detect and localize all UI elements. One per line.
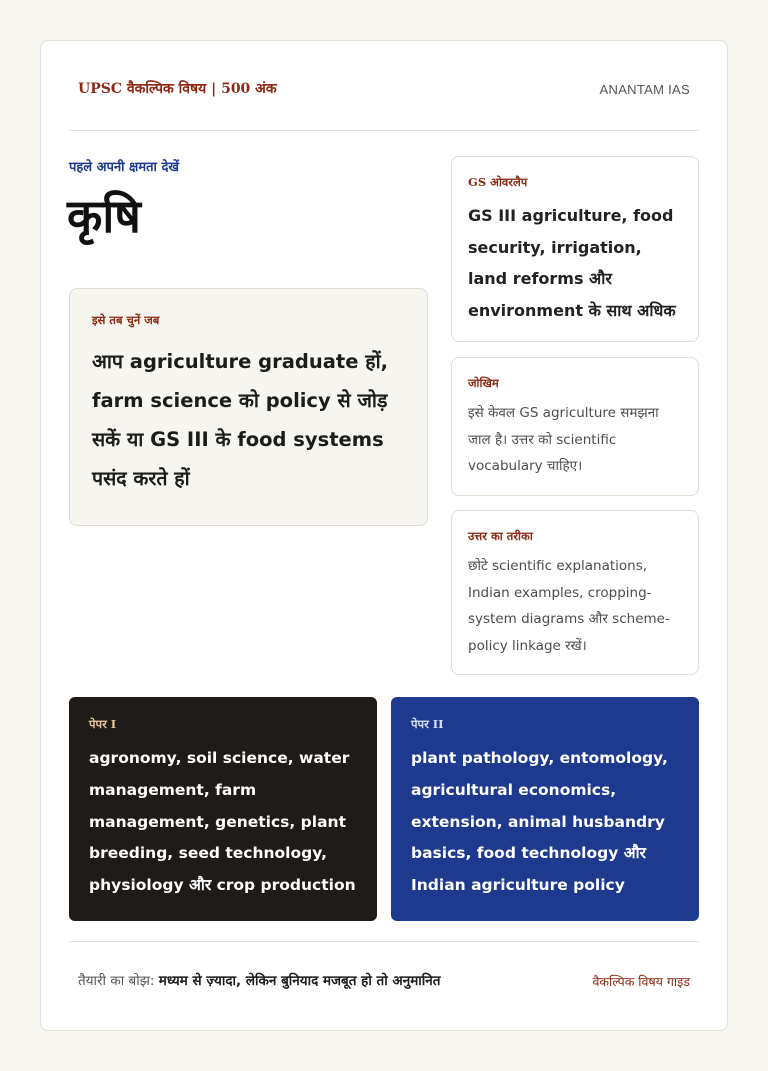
choose-when-label: इसे तब चुनें जब — [92, 313, 160, 327]
choose-when-box — [69, 288, 428, 526]
risk-text: इसे केवल GS agriculture समझना जाल है। उत्तर को scientific vocabulary चाहिए। — [468, 405, 659, 474]
paper-2-label: पेपर II — [411, 717, 444, 731]
answer-method-label: उत्तर का तरीका — [468, 529, 533, 543]
preparation-load-label: तैयारी का बोझ: — [78, 973, 159, 989]
answer-method-text: छोटे scientific explanations, Indian examples, cropping-system diagrams और scheme-policy linkage रखें। — [468, 558, 670, 654]
gs-overlap-card — [451, 156, 699, 342]
risk-card — [451, 357, 699, 496]
bottom-divider — [69, 941, 699, 942]
paper-2-text: plant pathology, entomology, agricultural economics, extension, animal husbandry basics, food technology और Indian agriculture policy — [411, 749, 668, 895]
preparation-load — [78, 971, 440, 989]
paper-1-card — [69, 697, 377, 921]
gs-overlap-text: GS III agriculture, food security, irrigation, land reforms और environment के साथ अधिक — [468, 206, 676, 320]
subject-line: UPSC वैकल्पिक विषय | 500 अंक — [78, 81, 277, 97]
gs-overlap-label: GS ओवरलैप — [468, 175, 528, 189]
guide-label: वैकल्पिक विषय गाइड — [592, 974, 690, 989]
answer-method-card — [451, 510, 699, 675]
kicker-text: पहले अपनी क्षमता देखें — [69, 160, 179, 175]
paper-2-card — [391, 697, 699, 921]
choose-when-text: आप agriculture graduate हों, farm science को policy से जोड़ सकें या GS III के food systems पसंद करते हों — [92, 350, 389, 490]
page-title: कृषि — [67, 189, 141, 243]
paper-1-label: पेपर I — [89, 717, 117, 731]
guide-card — [40, 40, 728, 1031]
preparation-load-value: मध्यम से ज़्यादा, लेकिन बुनियाद मजबूत हो तो अनुमानित — [158, 973, 441, 989]
brand-name: ANANTAM IAS — [599, 82, 690, 97]
paper-1-text: agronomy, soil science, water management, farm management, genetics, plant breeding, seed technology, physiology और crop production — [89, 749, 356, 895]
top-divider — [69, 130, 699, 131]
risk-label: जोखिम — [468, 376, 499, 390]
